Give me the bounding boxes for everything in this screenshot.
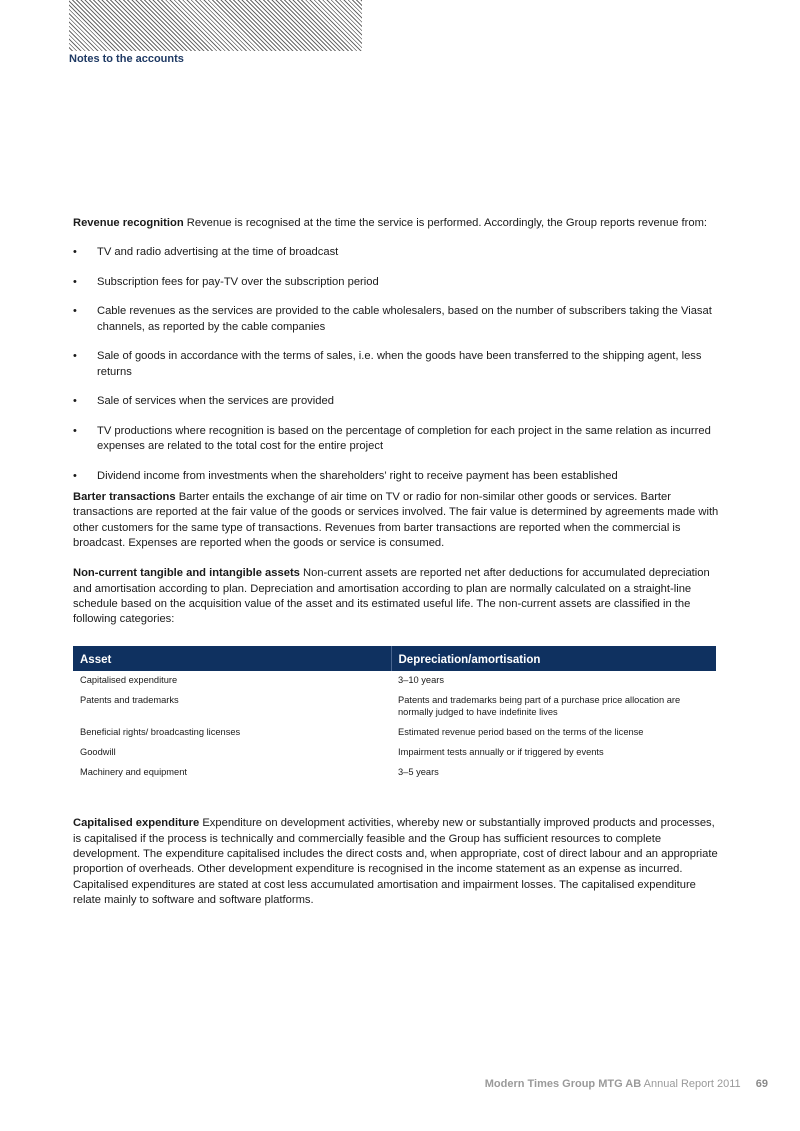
revenue-recognition-paragraph [73, 216, 721, 231]
list-item: • Cable revenues as the services are provided to the cable wholesalers, based on the number of subscribers taking the Viasat channels, as reported by the cable companies [73, 304, 721, 335]
list-item: • Dividend income from investments when the shareholders’ right to receive payment has been established [73, 469, 721, 484]
noncurrent-paragraph [73, 566, 721, 627]
revenue-bullet-list [73, 245, 721, 484]
capitalised-heading: Capitalised expenditure [73, 817, 200, 830]
noncurrent-text: Non-current assets are reported net after deductions for accumulated depreciation and amortisation according to plan. Depreciation and amortisation according to plan are normally calculated on a straight-line schedule based on the acquisition value of the asset and its estimated useful life. The non-current assets are classified in the following categories: [73, 567, 710, 626]
footer-report: Annual Report 2011 [643, 1078, 741, 1090]
list-item: • TV productions where recognition is based on the percentage of completion for each project in the same relation as incurred expenses are related to the total cost for the entire project [73, 424, 721, 455]
column-header-depreciation: Depreciation/amortisation [391, 646, 716, 671]
barter-heading: Barter transactions [73, 491, 176, 504]
barter-text: Barter entails the exchange of air time on TV or radio for non-similar other goods or services. Barter transactions are reported at the fair value of the goods or services involved. The fair value is determined by agreements made with other customers for the same type of transactions. Revenues from barter transactions are reported when the commercial is broadcast. Expenses are reported when the goods or service is consumed. [73, 491, 719, 549]
page-number: 69 [755, 1078, 768, 1090]
section-title: Notes to the accounts [69, 53, 184, 65]
table-cell: Beneficial rights/ broadcasting licenses [80, 727, 241, 738]
capitalised-text: Expenditure on development activities, whereby new or substantially improved products and processes, is capitalised if the process is technically and commercially feasible and the Group has sufficient resources to complete development. The expenditure capitalised includes the direct costs and, when appropriate, cost of direct labour and an appropriate proportion of overheads. Other development expenditure is recognised in the income statement as an expense as incurred. Capitalised expenditures are stated at cost less accumulated amortisation and impairment losses. The capitalised expenditure relate mainly to software and software platforms. [73, 817, 718, 906]
table-cell: Goodwill [80, 747, 116, 758]
table-row [73, 691, 716, 723]
column-header-asset: Asset [73, 646, 391, 671]
list-item: • TV and radio advertising at the time of broadcast [73, 245, 721, 260]
table-row [73, 723, 716, 743]
page-footer [485, 1078, 768, 1090]
list-item: • Sale of services when the services are provided [73, 394, 721, 409]
table-cell: Estimated revenue period based on the terms of the license [398, 727, 644, 738]
barter-paragraph [73, 490, 721, 551]
table-cell: 3–10 years [398, 675, 444, 686]
table-row [73, 763, 716, 783]
table-cell: Capitalised expenditure [80, 675, 178, 686]
table-cell: 3–5 years [398, 767, 439, 778]
revenue-recognition-text: Revenue is recognised at the time the service is performed. Accordingly, the Group reports revenue from: [183, 217, 708, 229]
spacer [73, 783, 721, 816]
revenue-recognition-heading: Revenue recognition [73, 217, 184, 229]
table-header-row [73, 646, 716, 671]
asset-table [73, 646, 716, 783]
capitalised-paragraph [73, 816, 721, 908]
table-cell: Machinery and equipment [80, 767, 187, 778]
list-item: • Sale of goods in accordance with the terms of sales, i.e. when the goods have been transferred to the shipping agent, less returns [73, 349, 721, 380]
table-row [73, 743, 716, 763]
footer-company: Modern Times Group MTG AB [484, 1078, 642, 1090]
table-cell: Patents and trademarks being part of a purchase price allocation are normally judged to have indefinite lives [398, 695, 681, 718]
spacer [73, 551, 721, 566]
table-cell: Patents and trademarks [80, 695, 179, 706]
table-row [73, 671, 716, 691]
table-cell: Impairment tests annually or if triggered by events [398, 747, 604, 758]
list-item: • Subscription fees for pay-TV over the subscription period [73, 275, 721, 290]
header-hatch-decoration [69, 0, 362, 51]
main-content [73, 216, 721, 908]
noncurrent-heading: Non-current tangible and intangible assets [73, 567, 300, 580]
